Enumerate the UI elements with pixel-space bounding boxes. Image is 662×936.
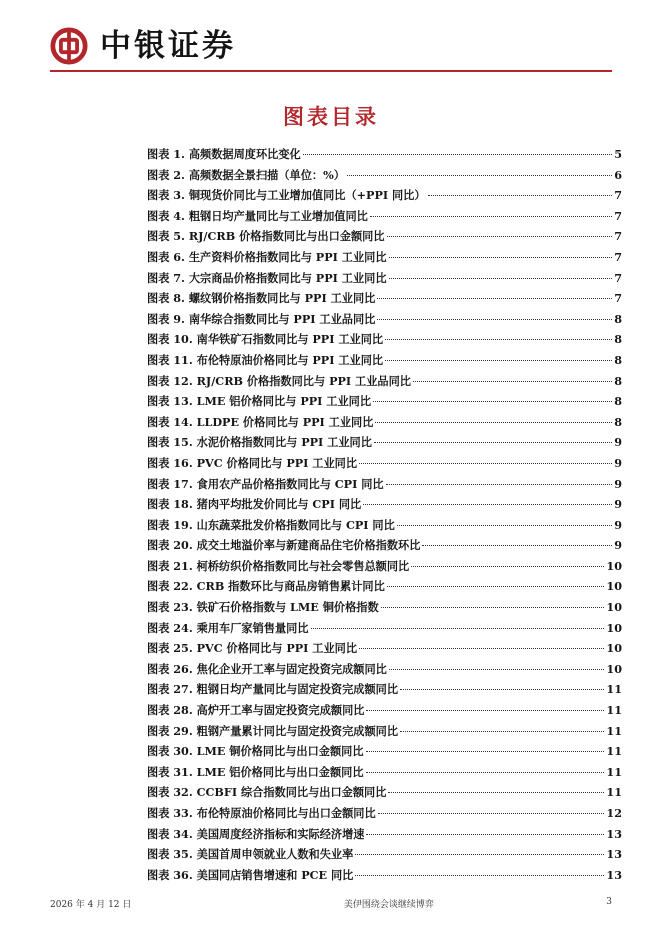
toc-entry[interactable] [147,496,622,517]
page-header [50,26,236,66]
toc-entry[interactable] [147,352,622,373]
toc-entry-page: 5 [614,147,622,161]
toc-entry-page: 9 [614,476,622,491]
toc-entry-label: 图表 5. RJ/CRB 价格指数同比与出口金额同比 [147,229,385,244]
dot-leader [347,175,612,176]
toc-entry[interactable] [147,723,622,744]
toc-entry-page: 11 [606,723,622,738]
toc-entry-page: 11 [606,744,622,759]
toc-entry-label: 图表 7. 大宗商品价格指数同比与 PPI 工业同比 [147,270,387,285]
toc-entry-page: 11 [606,785,622,800]
dot-leader [359,463,612,464]
dot-leader [366,834,604,835]
toc-entry-page: 13 [606,847,622,862]
toc-entry-page: 11 [606,703,622,718]
toc-entry-label: 图表 24. 乘用车厂家销售量同比 [147,620,309,635]
toc-entry-page: 9 [614,455,622,470]
dot-leader [377,319,612,320]
toc-entry-label: 图表 3. 铜现货价同比与工业增加值同比（+PPI 同比） [147,188,426,203]
dot-leader [411,566,604,567]
toc-entry-label: 图表 19. 山东蔬菜批发价格指数同比与 CPI 同比 [147,517,395,532]
toc-entry[interactable] [147,290,622,311]
toc-entry-label: 图表 18. 猪肉平均批发价同比与 CPI 同比 [147,497,362,512]
dot-leader [381,607,605,608]
toc-entry-page: 10 [606,620,622,635]
toc-entry-page: 7 [614,270,622,285]
toc-entry[interactable] [147,414,622,435]
dot-leader [428,195,613,196]
toc-entry[interactable] [147,784,622,805]
toc-entry[interactable] [147,208,622,229]
toc-entry[interactable] [147,476,622,497]
toc-entry[interactable] [147,846,622,867]
toc-entry-label: 图表 33. 布伦特原油价格同比与出口金额同比 [147,806,376,820]
dot-leader [363,504,612,505]
toc-entry[interactable] [147,620,622,641]
dot-leader [373,401,612,402]
toc-entry-page: 10 [606,600,622,615]
toc-entry-label: 图表 9. 南华综合指数同比与 PPI 工业品同比 [147,311,376,326]
dot-leader [311,628,605,629]
toc-entry[interactable] [147,455,622,476]
dot-leader [400,689,604,690]
dot-leader [413,381,612,382]
toc-entry-label: 图表 34. 美国周度经济指标和实际经济增速 [147,826,365,841]
toc-entry-page: 9 [614,497,622,512]
toc-entry[interactable] [147,146,622,167]
toc-entry[interactable] [147,393,622,414]
dot-leader [386,484,613,485]
toc-entry-page: 11 [606,764,622,779]
brand-name: 中银证券 [100,28,236,64]
dot-leader [385,339,612,340]
toc-entry-label: 图表 15. 水泥价格指数同比与 PPI 工业同比 [147,435,372,450]
toc-entry[interactable] [147,434,622,455]
toc-entry-page: 13 [606,867,622,882]
toc-entry-page: 13 [606,826,622,841]
toc-entry-page: 10 [606,641,622,656]
toc-entry-page: 12 [606,806,622,820]
toc-entry-page: 8 [614,332,622,347]
toc-title: 图表目录 [283,105,379,129]
toc-entry-page: 9 [614,538,622,553]
page-footer [50,897,612,910]
toc-entry-page: 8 [614,414,622,429]
toc-entry-label: 图表 36. 美国同店销售增速和 PCE 同比 [147,867,354,882]
toc-entry[interactable] [147,805,622,826]
toc-entry[interactable] [147,187,622,208]
toc-entry-label: 图表 16. PVC 价格同比与 PPI 工业同比 [147,455,358,470]
toc-entry-label: 图表 12. RJ/CRB 价格指数同比与 PPI 工业品同比 [147,373,411,388]
toc-entry[interactable] [147,558,622,579]
dot-leader [422,545,612,546]
toc-entry-label: 图表 20. 成交土地溢价率与新建商品住宅价格指数环比 [147,538,421,553]
toc-entry-label: 图表 32. CCBFI 综合指数同比与出口金额同比 [147,785,387,800]
toc-entry-page: 10 [606,558,622,573]
table-of-figures [147,146,622,887]
toc-entry-page: 7 [614,208,622,223]
dot-leader [366,751,605,752]
toc-entry[interactable] [147,702,622,723]
toc-entry[interactable] [147,764,622,785]
toc-entry[interactable] [147,311,622,332]
toc-entry-page: 8 [614,352,622,367]
dot-leader [378,813,605,814]
dot-leader [389,257,613,258]
toc-entry[interactable] [147,661,622,682]
toc-entry[interactable] [147,743,622,764]
toc-entry-page: 10 [606,661,622,676]
toc-entry-label: 图表 10. 南华铁矿石指数同比与 PPI 工业同比 [147,332,384,347]
header-divider [50,70,612,72]
toc-entry-page: 7 [614,229,622,244]
toc-entry-label: 图表 1. 高频数据周度环比变化 [147,147,301,161]
toc-entry[interactable] [147,373,622,394]
toc-entry[interactable] [147,681,622,702]
toc-entry-label: 图表 8. 螺纹钢价格指数同比与 PPI 工业同比 [147,291,376,306]
toc-entry-label: 图表 25. PVC 价格同比与 PPI 工业同比 [147,641,358,656]
dot-leader [370,216,612,217]
dot-leader [366,710,604,711]
toc-entry-label: 图表 23. 铁矿石价格指数与 LME 铜价格指数 [147,600,379,615]
toc-entry[interactable] [147,640,622,661]
toc-entry-page: 8 [614,394,622,409]
toc-entry-label: 图表 35. 美国首周申领就业人数和失业率 [147,847,354,862]
dot-leader [377,298,612,299]
toc-entry-page: 8 [614,311,622,326]
dot-leader [389,278,613,279]
toc-entry-label: 图表 22. CRB 指数环比与商品房销售累计同比 [147,579,385,594]
toc-entry-label: 图表 29. 粗钢产量累计同比与固定投资完成额同比 [147,723,399,738]
dot-leader [387,236,613,237]
toc-entry[interactable] [147,228,622,249]
dot-leader [355,875,604,876]
toc-entry-label: 图表 6. 生产资料价格指数同比与 PPI 工业同比 [147,249,387,264]
toc-entry-page: 6 [614,167,622,182]
toc-entry-label: 图表 2. 高频数据全景扫描（单位：%） [147,167,345,182]
toc-entry[interactable] [147,599,622,620]
dot-leader [389,669,605,670]
toc-entry-label: 图表 17. 食用农产品价格指数同比与 CPI 同比 [147,476,384,491]
dot-leader [388,792,604,793]
dot-leader [375,422,612,423]
toc-entry-label: 图表 21. 柯桥纺织价格指数同比与社会零售总额同比 [147,558,410,573]
footer-date: 2026 年 4 月 12 日 [50,900,132,910]
toc-entry-label: 图表 11. 布伦特原油价格同比与 PPI 工业同比 [147,352,384,367]
dot-leader [374,442,612,443]
toc-entry-page: 10 [606,579,622,594]
toc-entry-label: 图表 28. 高炉开工率与固定投资完成额同比 [147,703,365,718]
toc-entry[interactable] [147,867,622,888]
dot-leader [303,154,612,155]
dot-leader [400,731,604,732]
dot-leader [385,360,612,361]
toc-entry[interactable] [147,331,622,352]
toc-entry-label: 图表 13. LME 铝价格同比与 PPI 工业同比 [147,394,372,409]
toc-entry-label: 图表 14. LLDPE 价格同比与 PPI 工业同比 [147,414,374,429]
toc-entry-label: 图表 31. LME 铝价格同比与出口金额同比 [147,764,364,779]
dot-leader [366,772,605,773]
toc-entry-label: 图表 26. 焦化企业开工率与固定投资完成额同比 [147,661,387,676]
toc-entry[interactable] [147,270,622,291]
dot-leader [355,854,604,855]
toc-entry-label: 图表 4. 粗钢日均产量同比与工业增加值同比 [147,208,368,223]
toc-entry[interactable] [147,517,622,538]
toc-entry[interactable] [147,167,622,188]
footer-report-title: 美伊围绕会谈继续博弈 [343,900,434,910]
dot-leader [359,648,604,649]
toc-entry-page: 7 [614,249,622,264]
toc-entry[interactable] [147,578,622,599]
footer-page-number: 3 [606,897,612,907]
toc-entry-page: 9 [614,517,622,532]
toc-entry[interactable] [147,537,622,558]
toc-entry-page: 7 [614,291,622,306]
dot-leader [397,525,612,526]
toc-entry-page: 7 [614,188,622,203]
toc-entry-page: 9 [614,435,622,450]
toc-entry-label: 图表 30. LME 铜价格同比与出口金额同比 [147,744,364,759]
toc-entry-page: 11 [606,682,622,697]
toc-entry[interactable] [147,249,622,270]
bank-of-china-logo-icon [50,27,88,65]
toc-entry-label: 图表 27. 粗钢日均产量同比与固定投资完成额同比 [147,682,399,697]
toc-entry-page: 8 [614,373,622,388]
toc-entry[interactable] [147,826,622,847]
dot-leader [387,586,605,587]
